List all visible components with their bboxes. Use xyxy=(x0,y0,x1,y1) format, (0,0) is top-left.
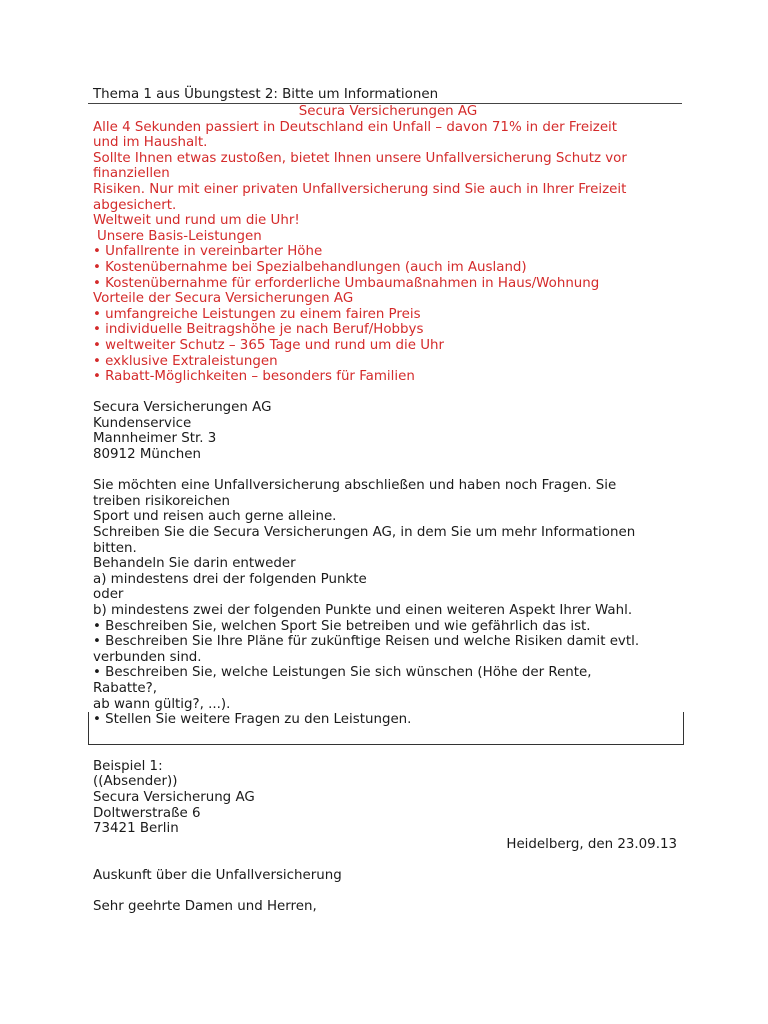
task-instructions xyxy=(93,478,683,728)
vorteile-list-item: • weltweiter Schutz – 365 Tage und rund um die Uhr xyxy=(93,337,445,353)
vorteile-list-item: • individuelle Beitragshöhe je nach Beruf/Hobbys xyxy=(93,322,424,338)
task-line: a) mindestens drei der folgenden Punkte xyxy=(93,571,367,587)
task-line: Schreiben Sie die Secura Versicherungen AG, in dem Sie um mehr Informationen xyxy=(93,525,636,541)
letter-salutation: Sehr geehrte Damen und Herren, xyxy=(93,899,317,915)
ad-line: Sollte Ihnen etwas zustoßen, bietet Ihnen unsere Unfallversicherung Schutz vor xyxy=(93,150,627,166)
task-line: treiben risikoreichen xyxy=(93,493,231,509)
task-line: bitten. xyxy=(93,540,137,556)
example-line: ((Absender)) xyxy=(93,774,178,790)
ad-line: abgesichert. xyxy=(93,197,177,213)
vorteile-list-item: • exklusive Extraleistungen xyxy=(93,353,278,369)
vorteile-list xyxy=(93,307,683,385)
ad-line: Alle 4 Sekunden passiert in Deutschland ein Unfall – davon 71% in der Freizeit xyxy=(93,119,618,135)
task-line: b) mindestens zwei der folgenden Punkte und einen weiteren Aspekt Ihrer Wahl. xyxy=(93,603,633,618)
task-line: ab wann gültig?, ...). xyxy=(93,696,231,712)
basis-list-item: • Unfallrente in vereinbarter Höhe xyxy=(93,244,323,260)
task-line: • Stellen Sie weitere Fragen zu den Leistungen. xyxy=(93,712,412,728)
address-line: Secura Versicherungen AG xyxy=(93,400,272,416)
address-line: Mannheimer Str. 3 xyxy=(93,431,217,447)
address-line: 80912 München xyxy=(93,447,201,463)
task-line: • Beschreiben Sie, welchen Sport Sie betreiben und wie gefährlich das ist. xyxy=(93,618,591,634)
recipient-address xyxy=(93,400,683,462)
task-line: verbunden sind. xyxy=(93,649,202,665)
page-title: Thema 1 aus Übungstest 2: Bitte um Informationen xyxy=(88,87,682,104)
example-line: Doltwerstraße 6 xyxy=(93,805,201,821)
vorteile-heading: Vorteile der Secura Versicherungen AG xyxy=(93,291,354,307)
example-line: Secura Versicherung AG xyxy=(93,789,255,805)
vorteile-list-item: • umfangreiche Leistungen zu einem fairen Preis xyxy=(93,306,421,322)
ad-line: finanziellen xyxy=(93,166,170,182)
document-page xyxy=(93,87,683,915)
example-letter-header xyxy=(93,759,683,837)
task-line: Rabatte?, xyxy=(93,680,158,696)
example-line: 73421 Berlin xyxy=(93,821,179,837)
task-line: Sie möchten eine Unfallversicherung abschließen und haben noch Fragen. Sie xyxy=(93,478,617,494)
task-line: • Beschreiben Sie, welche Leistungen Sie sich wünschen (Höhe der Rente, xyxy=(93,665,592,681)
ad-text xyxy=(93,120,683,229)
letter-subject: Auskunft über die Unfallversicherung xyxy=(93,867,342,883)
ad-company-heading: Secura Versicherungen AG xyxy=(298,104,478,119)
task-line: oder xyxy=(93,587,124,603)
ad-line: Weltweit und rund um die Uhr! xyxy=(93,213,300,229)
task-line: Sport und reisen auch gerne alleine. xyxy=(93,509,337,525)
address-line: Kundenservice xyxy=(93,415,192,431)
basis-list xyxy=(93,244,683,291)
ad-line: Risiken. Nur mit einer privaten Unfallversicherung sind Sie auch in Ihrer Freizeit xyxy=(93,181,627,197)
ad-line: und im Haushalt. xyxy=(93,135,208,151)
basis-list-item: • Kostenübernahme für erforderliche Umbaumaßnahmen in Haus/Wohnung xyxy=(93,275,600,291)
task-line: • Beschreiben Sie Ihre Pläne für zukünftige Reisen und welche Risiken damit evtl. xyxy=(93,634,640,650)
basis-list-item: • Kostenübernahme bei Spezialbehandlungen (auch im Ausland) xyxy=(93,259,527,275)
task-line: Behandeln Sie darin entweder xyxy=(93,556,296,572)
example-line: Beispiel 1: xyxy=(93,758,163,774)
vorteile-list-item: • Rabatt-Möglichkeiten – besonders für Familien xyxy=(93,369,415,385)
letter-date: Heidelberg, den 23.09.13 xyxy=(506,836,677,852)
basis-heading: Unsere Basis-Leistungen xyxy=(97,228,262,244)
